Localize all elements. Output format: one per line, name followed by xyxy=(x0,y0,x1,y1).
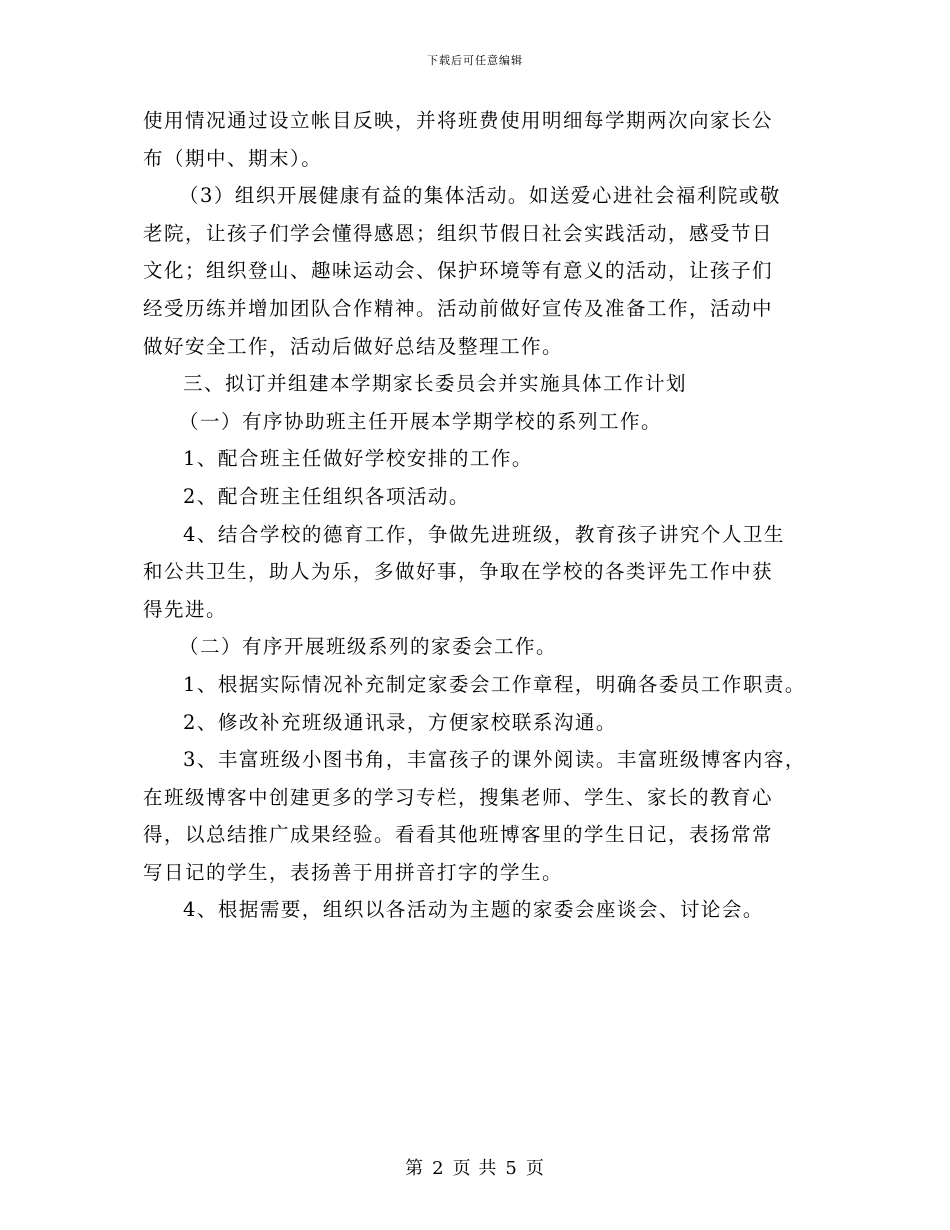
list-item: 1、配合班主任做好学校安排的工作。 xyxy=(183,447,533,471)
paragraph-line: 老院，让孩子们学会懂得感恩；组织节假日社会实践活动，感受节日 xyxy=(143,221,774,245)
page-header: 下载后可任意编辑 xyxy=(427,54,523,67)
footer-middle: 页 共 xyxy=(452,1158,498,1179)
subsection-heading: （一）有序协助班主任开展本学期学校的系列工作。 xyxy=(179,409,663,433)
paragraph-line: （3）组织开展健康有益的集体活动。如送爱心进社会福利院或敬 xyxy=(179,184,781,208)
paragraph-line: 得，以总结推广成果经验。看看其他班博客里的学生日记，表扬常常 xyxy=(143,823,774,847)
list-item: 4、根据需要，组织以各活动为主题的家委会座谈会、讨论会。 xyxy=(183,898,764,922)
paragraph-line: 得先进。 xyxy=(143,597,228,621)
paragraph-line: 文化；组织登山、趣味运动会、保护环境等有意义的活动，让孩子们 xyxy=(143,259,774,283)
paragraph-line: 使用情况通过设立帐目反映，并将班费使用明细每学期两次向家长公 xyxy=(143,109,774,132)
list-item: 3、丰富班级小图书角，丰富孩子的课外阅读。丰富班级博客内容， xyxy=(183,748,806,772)
paragraph-line: 经受历练并增加团队合作精神。活动前做好宣传及准备工作，活动中 xyxy=(143,296,774,320)
page-number: 2 xyxy=(432,1158,445,1179)
subsection-heading: （二）有序开展班级系列的家委会工作。 xyxy=(179,635,558,659)
section-heading: 三、拟订并组建本学期家长委员会并实施具体工作计划 xyxy=(183,372,688,396)
document-body xyxy=(143,102,833,929)
total-pages: 5 xyxy=(505,1158,518,1179)
paragraph-line: 写日记的学生，表扬善于用拼音打字的学生。 xyxy=(143,860,564,884)
list-item: 2、配合班主任组织各项活动。 xyxy=(183,484,470,508)
list-item: 1、根据实际情况补充制定家委会工作章程，明确各委员工作职责。 xyxy=(183,672,806,696)
paragraph-line: 布（期中、期末）。 xyxy=(143,146,323,170)
paragraph-line: 在班级博客中创建更多的学习专栏，搜集老师、学生、家长的教育心 xyxy=(143,785,774,809)
page-footer xyxy=(0,1154,950,1180)
paragraph-line: 和公共卫生，助人为乐，多做好事，争取在学校的各类评先工作中获 xyxy=(143,560,774,584)
paragraph-line: 做好安全工作，活动后做好总结及整理工作。 xyxy=(143,334,564,358)
footer-suffix: 页 xyxy=(525,1158,545,1179)
list-item: 2、修改补充班级通讯录，方便家校联系沟通。 xyxy=(183,710,617,734)
footer-prefix: 第 xyxy=(405,1158,425,1179)
list-item: 4、结合学校的德育工作，争做先进班级，教育孩子讲究个人卫生 xyxy=(183,522,785,546)
